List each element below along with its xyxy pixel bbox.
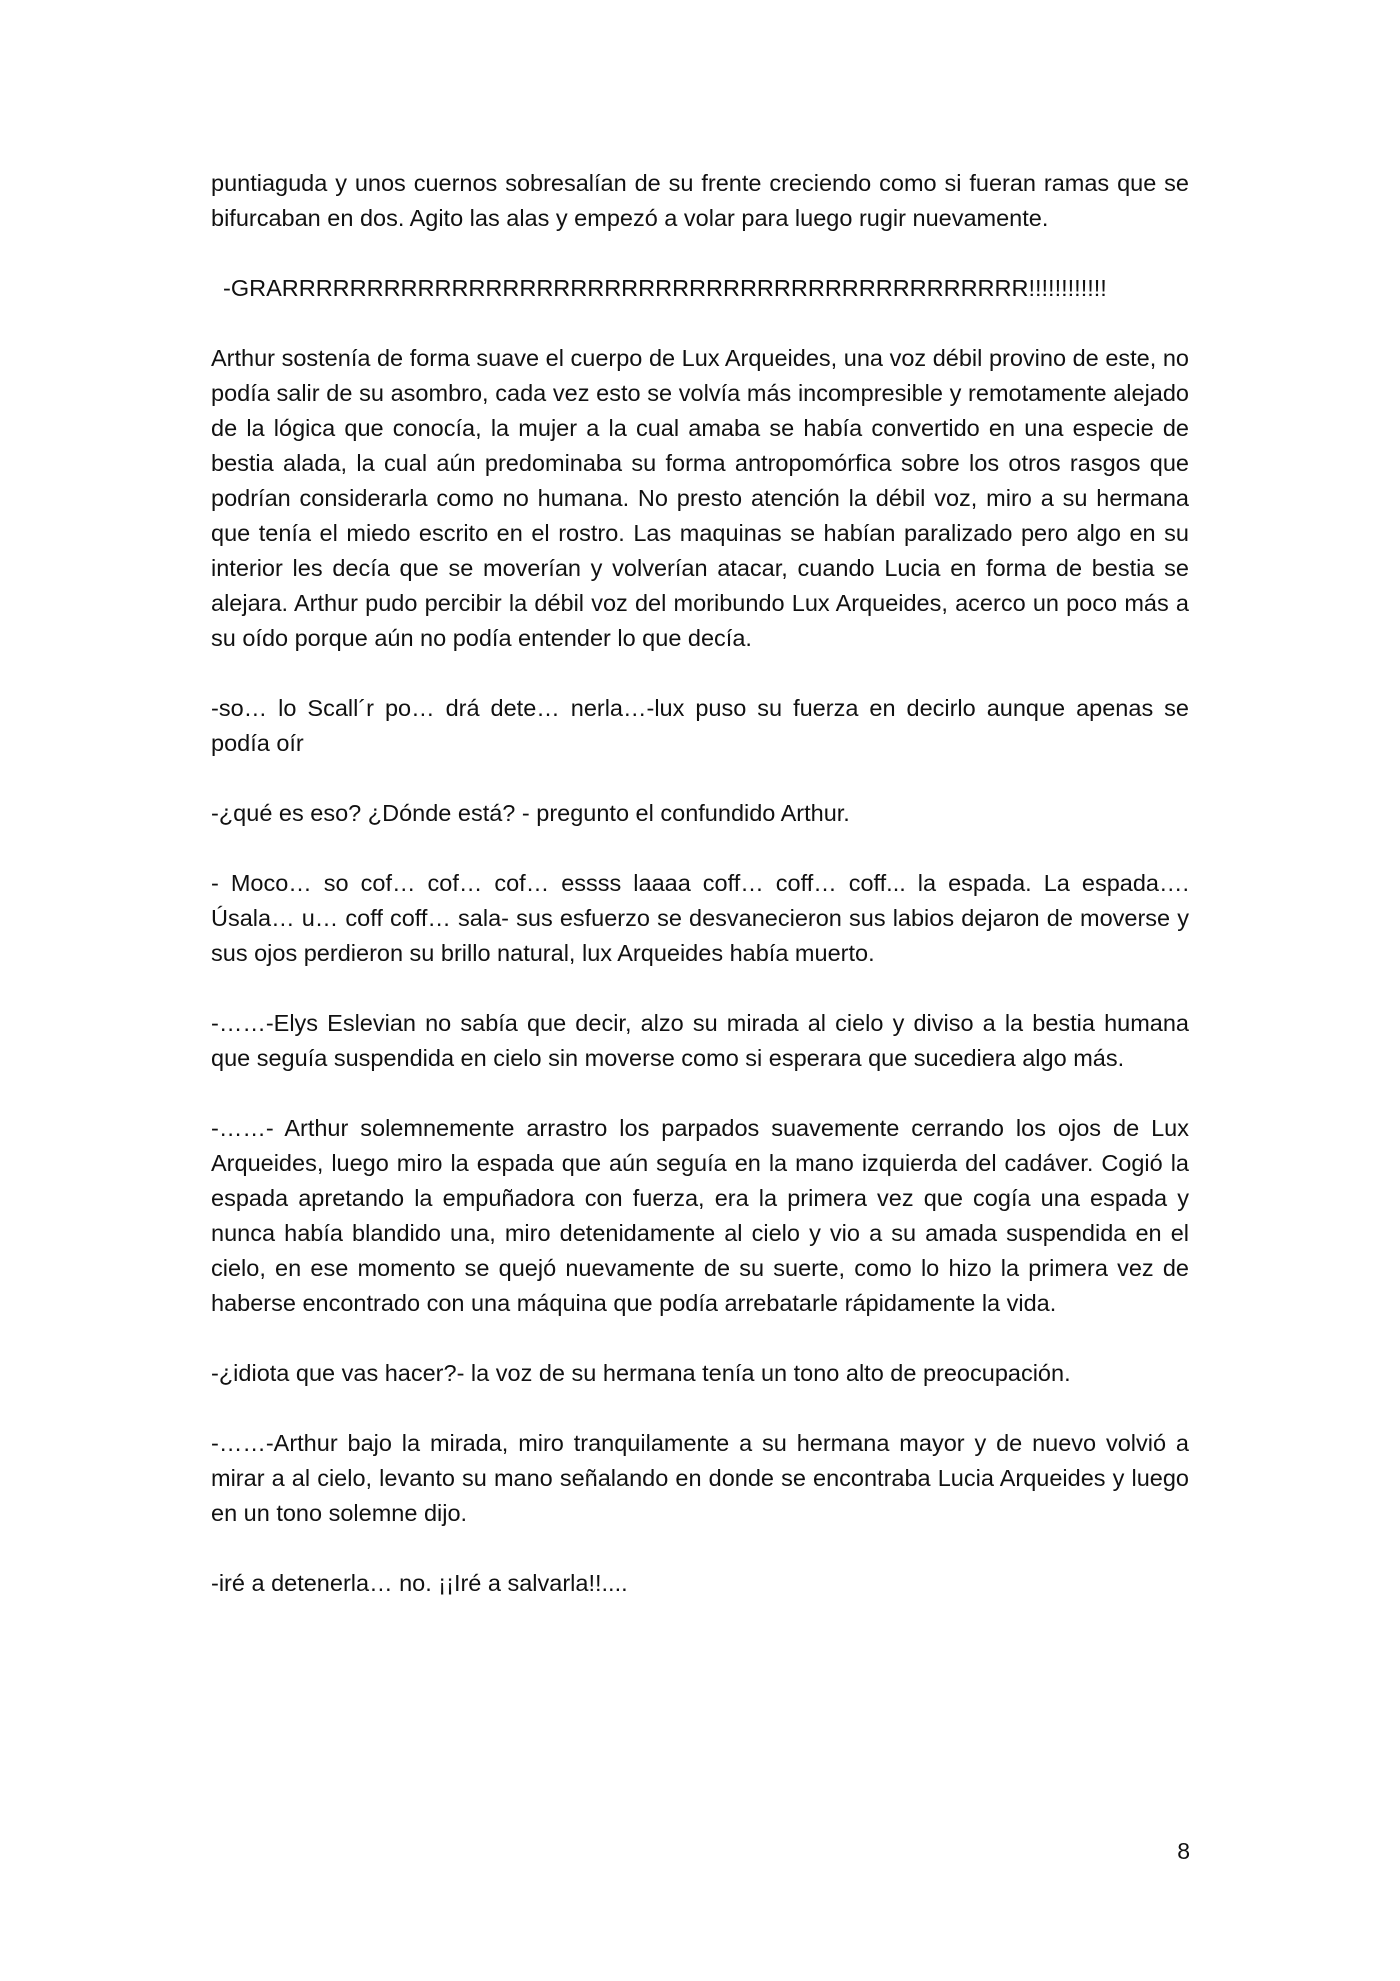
paragraph: -……- Arthur solemnemente arrastro los parpados suavemente cerrando los ojos de Lux Arqueides, luego miro la espada que aún seguía en la mano izquierda del cadáver. Cogió la espada apretando la empuñadora con fuerza, era la primera vez que cogía una espada y nunca había blandido una, miro detenidamente al cielo y vio a su amada suspendida en el cielo, en ese momento se quejó nuevamente de su suerte, como lo hizo la primera vez de haberse encontrado con una máquina que podía arrebatarle rápidamente la vida.	[211, 1115, 1189, 1316]
paragraph: puntiaguda y unos cuernos sobresalían de su frente creciendo como si fueran ramas que se bifurcaban en dos. Agito las alas y empezó a volar para luego rugir nuevamente.	[211, 170, 1189, 231]
body-text	[211, 166, 1189, 1636]
paragraph: -¿idiota que vas hacer?- la voz de su hermana tenía un tono alto de preocupación.	[211, 1360, 1071, 1386]
paragraph: -iré a detenerla… no. ¡¡Iré a salvarla!!....	[211, 1570, 628, 1596]
paragraph: -……-Elys Eslevian no sabía que decir, alzo su mirada al cielo y diviso a la bestia humana que seguía suspendida en cielo sin moverse como si esperara que sucediera algo más.	[211, 1010, 1189, 1071]
paragraph: - Moco… so cof… cof… cof… essss laaaa coff… coff… coff... la espada. La espada…. Úsala… u… coff coff… sala- sus esfuerzo se desvanecieron sus labios dejaron de moverse y sus ojos perdieron su brillo natural, lux Arqueides había muerto.	[211, 870, 1189, 966]
paragraph-roar: -GRARRRRRRRRRRRRRRRRRRRRRRRRRRRRRRRRRRRRRRRRRRRR!!!!!!!!!!!!	[223, 275, 1107, 301]
paragraph: Arthur sostenía de forma suave el cuerpo de Lux Arqueides, una voz débil provino de este, no podía salir de su asombro, cada vez esto se volvía más incompresible y remotamente alejado de la lógica que conocía, la mujer a la cual amaba se había convertido en una especie de bestia alada, la cual aún predominaba su forma antropomórfica sobre los otros rasgos que podrían considerarla como no humana. No presto atención la débil voz, miro a su hermana que tenía el miedo escrito en el rostro. Las maquinas se habían paralizado pero algo en su interior les decía que se moverían y volverían atacar, cuando Lucia en forma de bestia se alejara. Arthur pudo percibir la débil voz del moribundo Lux Arqueides, acerco un poco más a su oído porque aún no podía entender lo que decía.	[211, 345, 1189, 651]
page-number: 8	[1177, 1838, 1190, 1864]
paragraph: -so… lo Scall´r po… drá dete… nerla…-lux puso su fuerza en decirlo aunque apenas se podía oír	[211, 695, 1189, 756]
paragraph: -……-Arthur bajo la mirada, miro tranquilamente a su hermana mayor y de nuevo volvió a mirar a al cielo, levanto su mano señalando en donde se encontraba Lucia Arqueides y luego en un tono solemne dijo.	[211, 1430, 1189, 1526]
paragraph: -¿qué es eso? ¿Dónde está? - pregunto el confundido Arthur.	[211, 800, 850, 826]
